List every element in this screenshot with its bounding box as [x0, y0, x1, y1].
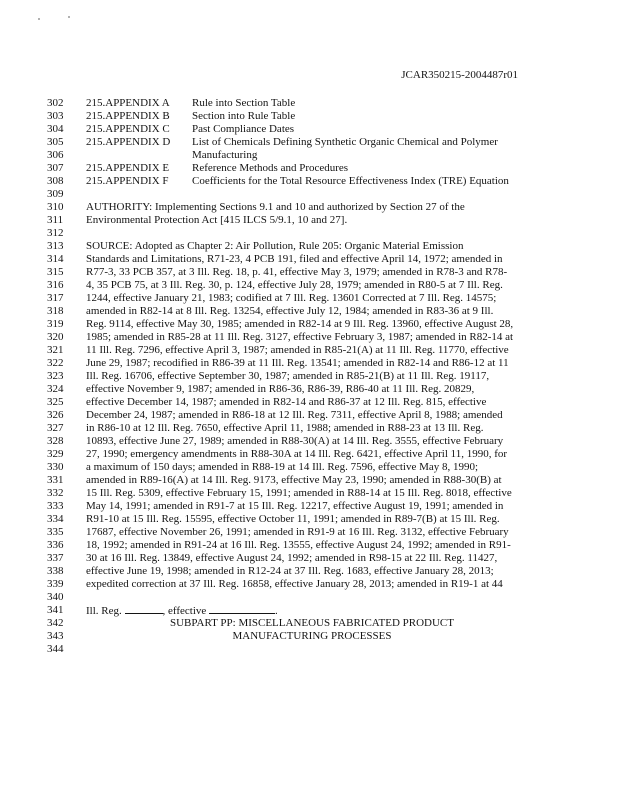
line-number: 330 — [47, 461, 64, 473]
source-last-line: Ill. Reg. , effective . — [86, 605, 278, 617]
line-number: 344 — [47, 643, 64, 655]
toc-title: List of Chemicals Defining Synthetic Organic Chemical and Polymer — [192, 136, 498, 148]
source-line: December 24, 1987; amended in R86-18 at 12 Ill. Reg. 7311, effective April 8, 1988; amended — [86, 409, 503, 421]
line-number: 339 — [47, 578, 64, 590]
line-number: 331 — [47, 474, 64, 486]
scan-speck — [38, 18, 40, 20]
source-line: 1244, effective January 21, 1983; codified at 7 Ill. Reg. 13601 Corrected at 7 Ill. Reg. 14575; — [86, 292, 497, 304]
line-number: 319 — [47, 318, 64, 330]
line-number: 312 — [47, 227, 64, 239]
scan-speck — [68, 16, 70, 18]
source-line: 17687, effective November 26, 1991; amended in R91-9 at 16 Ill. Reg. 3132, effective February — [86, 526, 509, 538]
subpart-heading-line: MANUFACTURING PROCESSES — [232, 630, 392, 642]
line-number: 335 — [47, 526, 64, 538]
line-number: 340 — [47, 591, 64, 603]
source-line: in R86-10 at 12 Ill. Reg. 7650, effective April 11, 1988; amended in R88-23 at 13 Ill. Reg. — [86, 422, 484, 434]
source-line: expedited correction at 37 Ill. Reg. 16858, effective January 28, 2013; amended in R19-1 at 44 — [86, 578, 503, 590]
line-number: 327 — [47, 422, 64, 434]
line-number: 314 — [47, 253, 64, 265]
line-number: 325 — [47, 396, 64, 408]
source-line: 10893, effective June 27, 1989; amended in R88-30(A) at 14 Ill. Reg. 3555, effective February — [86, 435, 504, 447]
line-number: 318 — [47, 305, 64, 317]
line-number: 336 — [47, 539, 64, 551]
line-number: 311 — [47, 214, 64, 226]
line-number: 322 — [47, 357, 64, 369]
line-number: 304 — [47, 123, 64, 135]
source-line: effective December 14, 1987; amended in R82-14 and R86-37 at 12 Ill. Reg. 815, effective — [86, 396, 487, 408]
subpart-heading-line: SUBPART PP: MISCELLANEOUS FABRICATED PRODUCT — [170, 617, 454, 629]
blank-register-page — [125, 604, 163, 614]
line-number: 328 — [47, 435, 64, 447]
source-line: SOURCE: Adopted as Chapter 2: Air Pollution, Rule 205: Organic Material Emission — [86, 240, 464, 252]
source-line: 15 Ill. Reg. 5309, effective February 15, 1991; amended in R88-14 at 15 Ill. Reg. 8018, effective — [86, 487, 512, 499]
source-line: amended in R89-16(A) at 14 Ill. Reg. 9173, effective May 23, 1990; amended in R88-30(B) at — [86, 474, 502, 486]
toc-title: Reference Methods and Procedures — [192, 162, 349, 174]
line-number: 309 — [47, 188, 64, 200]
source-line: May 14, 1991; amended in R91-7 at 15 Ill. Reg. 12217, effective August 19, 1991; amended in — [86, 500, 504, 512]
line-number: 303 — [47, 110, 64, 122]
source-line: Reg. 9114, effective May 30, 1985; amended in R82-14 at 9 Ill. Reg. 13960, effective August 28, — [86, 318, 514, 330]
line-number: 302 — [47, 97, 64, 109]
line-number: 310 — [47, 201, 64, 213]
line-number: 317 — [47, 292, 64, 304]
toc-section: 215.APPENDIX D — [86, 136, 171, 148]
line-number: 326 — [47, 409, 64, 421]
toc-title: Coefficients for the Total Resource Effectiveness Index (TRE) Equation — [192, 175, 509, 187]
line-number: 315 — [47, 266, 64, 278]
source-line: a maximum of 150 days; amended in R88-19 at 14 Ill. Reg. 7596, effective May 8, 1990; — [86, 461, 479, 473]
toc-title: Rule into Section Table — [192, 97, 296, 109]
line-number: 341 — [47, 604, 64, 616]
authority-line: AUTHORITY: Implementing Sections 9.1 and 10 and authorized by Section 27 of the — [86, 201, 465, 213]
line-number: 316 — [47, 279, 64, 291]
toc-section: 215.APPENDIX B — [86, 110, 170, 122]
source-line: 1985; amended in R85-28 at 11 Ill. Reg. 3127, effective February 3, 1987; amended in R82-14 at — [86, 331, 514, 343]
source-line: effective June 19, 1998; amended in R12-24 at 37 Ill. Reg. 1683, effective January 28, 2013; — [86, 565, 494, 577]
line-number: 332 — [47, 487, 64, 499]
line-number: 343 — [47, 630, 64, 642]
toc-section: 215.APPENDIX C — [86, 123, 170, 135]
source-line: 11 Ill. Reg. 7296, effective April 3, 1987; amended in R85-21(A) at 11 Ill. Reg. 11770, effective — [86, 344, 509, 356]
line-number: 305 — [47, 136, 64, 148]
authority-line: Environmental Protection Act [415 ILCS 5/9.1, 10 and 27]. — [86, 214, 348, 226]
source-line: Ill. Reg. 16706, effective September 30, 1987; amended in R85-21(B) at 11 Ill. Reg. 19117, — [86, 370, 490, 382]
line-number: 324 — [47, 383, 64, 395]
line-number: 333 — [47, 500, 64, 512]
blank-effective-date — [209, 604, 275, 614]
toc-title: Manufacturing — [192, 149, 258, 161]
source-line: R77-3, 33 PCB 357, at 3 Ill. Reg. 18, p. 41, effective May 3, 1979; amended in R78-3 and R78- — [86, 266, 508, 278]
source-line: 4, 35 PCB 75, at 3 Ill. Reg. 30, p. 124, effective July 28, 1979; amended in R80-5 at 7 Ill. Reg. — [86, 279, 503, 291]
line-number: 320 — [47, 331, 64, 343]
line-number: 308 — [47, 175, 64, 187]
toc-section: 215.APPENDIX E — [86, 162, 170, 174]
line-number: 307 — [47, 162, 64, 174]
source-line: 27, 1990; emergency amendments in R88-30A at 14 Ill. Reg. 6421, effective April 11, 1990, for — [86, 448, 508, 460]
toc-section: 215.APPENDIX A — [86, 97, 170, 109]
source-line: 18, 1992; amended in R91-24 at 16 Ill. Reg. 13555, effective August 24, 1992; amended in R91- — [86, 539, 511, 551]
line-number: 329 — [47, 448, 64, 460]
line-number: 334 — [47, 513, 64, 525]
line-number: 323 — [47, 370, 64, 382]
source-line: 30 at 16 Ill. Reg. 13849, effective August 24, 1992; amended in R98-15 at 22 Ill. Reg. 11427, — [86, 552, 498, 564]
line-number: 313 — [47, 240, 64, 252]
source-line: R91-10 at 15 Ill. Reg. 15595, effective October 11, 1991; amended in R89-7(B) at 15 Ill. Reg. — [86, 513, 500, 525]
line-number: 342 — [47, 617, 64, 629]
document-id: JCAR350215-2004487r01 — [401, 69, 518, 81]
source-line: effective November 9, 1987; amended in R86-36, R86-39, R86-40 at 11 Ill. Reg. 20829, — [86, 383, 475, 395]
line-number: 338 — [47, 565, 64, 577]
toc-section: 215.APPENDIX F — [86, 175, 169, 187]
line-number: 321 — [47, 344, 64, 356]
toc-title: Past Compliance Dates — [192, 123, 295, 135]
source-line: amended in R82-14 at 8 Ill. Reg. 13254, effective July 12, 1984; amended in R83-36 at 9 Ill. — [86, 305, 494, 317]
source-line: Standards and Limitations, R71-23, 4 PCB 191, filed and effective April 14, 1972; amended in — [86, 253, 503, 265]
line-number: 337 — [47, 552, 64, 564]
source-line: June 29, 1987; recodified in R86-39 at 11 Ill. Reg. 13541; amended in R82-14 and R86-12 at 11 — [86, 357, 509, 369]
toc-title: Section into Rule Table — [192, 110, 296, 122]
line-number: 306 — [47, 149, 64, 161]
